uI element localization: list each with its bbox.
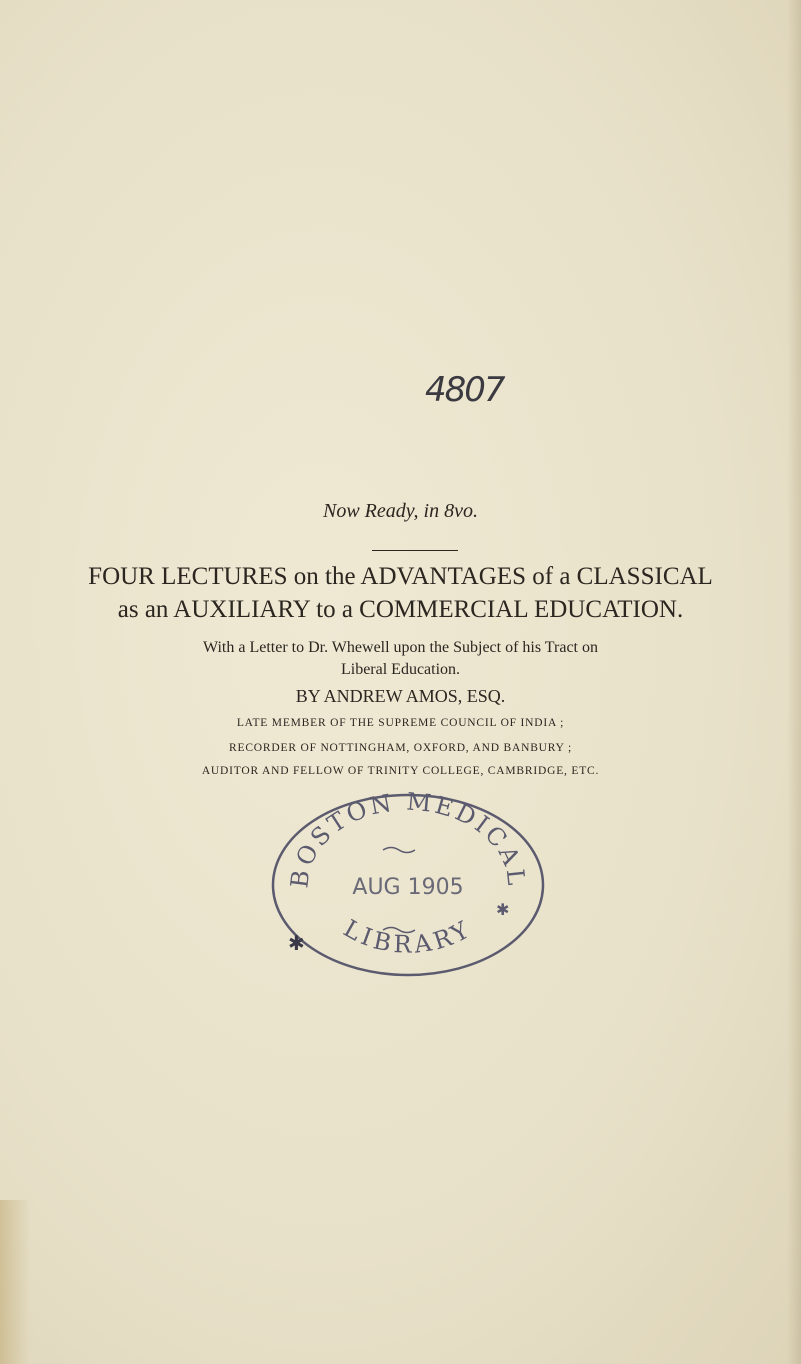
library-stamp: [268, 790, 548, 980]
author-line: BY ANDREW AMOS, ESQ.: [295, 686, 506, 706]
credential-line-2: RECORDER OF NOTTINGHAM, OXFORD, AND BANBURY ;: [229, 742, 572, 754]
page-stain: [0, 1200, 30, 1364]
star-icon: ✱: [496, 900, 510, 919]
stamp-ornament-top: [383, 848, 415, 853]
stamp-date: AUG 1905: [352, 875, 464, 900]
divider-rule: [372, 550, 458, 551]
star-icon: ✱: [288, 931, 305, 955]
title-line-1: FOUR LECTURES on the ADVANTAGES of a CLASSICAL: [88, 563, 713, 590]
announcement: Now Ready, in 8vo.: [323, 500, 478, 522]
credential-line-1: LATE MEMBER OF THE SUPREME COUNCIL OF INDIA ;: [236, 717, 565, 729]
page-edge-shadow: [787, 0, 801, 1364]
subtitle-line-2: Liberal Education.: [340, 661, 461, 678]
title-line-2: as an AUXILIARY to a COMMERCIAL EDUCATION.: [117, 596, 684, 623]
stamp-top-text: BOSTON MEDICAL: [285, 790, 531, 890]
credential-line-3: AUDITOR AND FELLOW OF TRINITY COLLEGE, CAMBRIDGE, ETC.: [201, 765, 600, 777]
stamp-bottom-text: LIBRARY: [338, 914, 478, 959]
handwritten-shelfmark: 4807: [425, 370, 504, 410]
subtitle-line-1: With a Letter to Dr. Whewell upon the Subject of his Tract on: [203, 639, 598, 656]
